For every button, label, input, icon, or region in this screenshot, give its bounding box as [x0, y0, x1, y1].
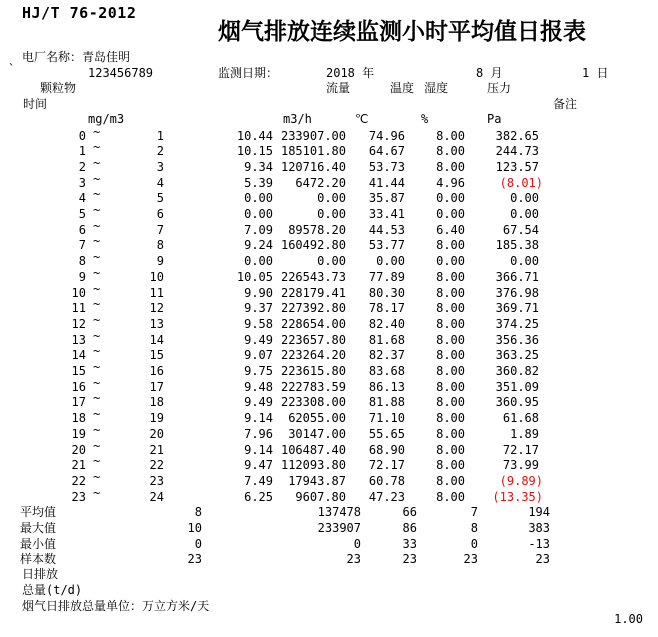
hour-range-tilde: ~	[93, 234, 101, 249]
cell-pressure: 123.57	[495, 159, 539, 174]
cell-pm: 9.49	[244, 395, 273, 410]
summary-row	[0, 538, 658, 554]
hour-range-tilde: ~	[93, 328, 101, 343]
cell-hour-to: 19	[149, 411, 164, 426]
cell-pressure: (13.35)	[492, 489, 543, 504]
summary-cell-temperature: 33	[402, 536, 417, 551]
monitor-date-month: 8 月	[476, 66, 503, 80]
cell-flow: 223657.80	[280, 332, 346, 347]
cell-flow: 227392.80	[280, 301, 346, 316]
cell-pm: 9.75	[244, 364, 273, 378]
plant-code-value: 123456789	[88, 66, 154, 80]
cell-hour-from: 3	[78, 175, 86, 190]
cell-hour-from: 6	[78, 222, 86, 237]
emission-unit-note: 烟气日排放总量单位：万立方米/天	[22, 599, 210, 613]
cell-flow: 89578.20	[288, 222, 346, 237]
cell-temperature: 81.88	[368, 395, 405, 410]
cell-hour-from: 23	[71, 489, 86, 504]
cell-humidity: 8.00	[436, 159, 465, 174]
cell-hour-to: 11	[149, 285, 164, 300]
cell-pm: 9.37	[244, 301, 273, 316]
cell-pressure: 369.71	[495, 301, 539, 316]
summary-row-label: 最小值	[20, 536, 57, 551]
cell-pm: 10.05	[236, 269, 273, 284]
cell-flow: 0.00	[317, 254, 346, 269]
cell-flow: 120716.40	[280, 159, 346, 174]
cell-humidity: 8.00	[436, 238, 465, 253]
cell-flow: 6472.20	[295, 175, 346, 190]
cell-humidity: 8.00	[436, 364, 465, 378]
cell-pm: 9.49	[244, 332, 273, 347]
cell-flow: 223308.00	[280, 395, 346, 410]
cell-pressure: 0.00	[510, 207, 539, 221]
hour-range-tilde: ~	[93, 297, 101, 312]
plant-name-value: 青岛佳明	[82, 50, 131, 64]
summary-cell-pressure: 23	[535, 552, 550, 567]
summary-cell-pm: 23	[187, 552, 202, 567]
cell-temperature: 68.90	[368, 442, 405, 457]
cell-temperature: 86.13	[368, 379, 405, 394]
cell-hour-from: 17	[71, 395, 86, 410]
cell-temperature: 78.17	[368, 301, 405, 316]
summary-cell-flow: 137478	[317, 505, 361, 520]
hour-range-tilde: ~	[93, 250, 101, 265]
hour-range-tilde: ~	[93, 265, 101, 280]
cell-pm: 9.47	[244, 458, 273, 473]
cell-hour-to: 24	[149, 489, 164, 504]
plant-name-label: 电厂名称：	[22, 50, 83, 64]
hour-range-tilde: ~	[93, 407, 101, 422]
cell-hour-from: 11	[71, 301, 86, 316]
cell-hour-from: 22	[71, 473, 86, 488]
cell-flow: 228179.41	[280, 285, 346, 300]
cell-hour-from: 0	[78, 128, 86, 143]
cell-temperature: 53.73	[368, 159, 405, 174]
unit-label-temperature: ℃	[355, 112, 369, 126]
summary-cell-flow: 0	[353, 536, 361, 551]
unit-label-pressure: Pa	[487, 112, 502, 126]
cell-flow: 222783.59	[280, 379, 346, 394]
cell-pm: 0.00	[244, 254, 273, 269]
cell-flow: 112093.80	[280, 458, 346, 473]
cell-humidity: 8.00	[436, 395, 465, 410]
cell-hour-from: 20	[71, 442, 86, 457]
unit-label-pm: mg/m3	[88, 112, 125, 126]
cell-flow: 223264.20	[280, 348, 346, 363]
hour-range-tilde: ~	[93, 312, 101, 327]
cell-humidity: 8.00	[436, 473, 465, 488]
column-header-pressure: 压力	[487, 81, 512, 95]
summary-cell-pressure: 194	[528, 505, 550, 520]
cell-pressure: 73.99	[502, 458, 539, 473]
column-header-flow: 流量	[326, 81, 351, 95]
cell-pressure: 244.73	[495, 144, 539, 159]
cell-hour-from: 7	[78, 238, 86, 253]
cell-temperature: 35.87	[368, 191, 405, 206]
cell-hour-to: 17	[149, 379, 164, 394]
summary-cell-flow: 233907	[317, 521, 361, 535]
cell-temperature: 82.40	[368, 316, 405, 331]
cell-hour-from: 1	[78, 144, 86, 159]
unit-label-flow: m3/h	[283, 112, 312, 126]
monitor-date-year: 2018 年	[326, 66, 375, 80]
column-header-pm: 颗粒物	[40, 81, 77, 95]
column-header-note: 备注	[553, 97, 578, 111]
cell-pressure: 0.00	[510, 254, 539, 269]
doc-code: HJ/T 76-2012	[22, 4, 137, 22]
cell-pressure: 185.38	[495, 238, 539, 253]
hour-range-tilde: ~	[93, 155, 101, 170]
cell-temperature: 81.68	[368, 332, 405, 347]
cell-hour-to: 13	[149, 316, 164, 331]
cell-hour-to: 15	[149, 348, 164, 363]
cell-hour-to: 8	[156, 238, 164, 253]
cell-temperature: 71.10	[368, 411, 405, 426]
summary-cell-pressure: -13	[528, 536, 550, 551]
summary-cell-temperature: 66	[402, 505, 417, 520]
cell-temperature: 74.96	[368, 128, 405, 143]
cell-pressure: (9.89)	[499, 473, 543, 488]
cell-hour-to: 23	[149, 473, 164, 488]
hour-range-tilde: ~	[93, 422, 101, 437]
cell-temperature: 0.00	[376, 254, 405, 269]
unit-label-humidity: %	[421, 112, 429, 126]
cell-hour-to: 12	[149, 301, 164, 316]
cell-humidity: 8.00	[436, 379, 465, 394]
cell-flow: 185101.80	[280, 144, 346, 159]
cell-humidity: 8.00	[436, 489, 465, 504]
cell-hour-from: 21	[71, 458, 86, 473]
cell-temperature: 41.44	[368, 175, 405, 190]
cell-hour-to: 7	[156, 222, 164, 237]
cell-pm: 10.44	[236, 128, 273, 143]
cell-flow: 17943.87	[288, 473, 346, 488]
cell-humidity: 8.00	[436, 411, 465, 426]
cell-pressure: 363.25	[495, 348, 539, 363]
summary-row	[0, 553, 658, 569]
cell-pm: 7.49	[244, 473, 273, 488]
cell-hour-to: 5	[156, 191, 164, 206]
table-row	[0, 485, 658, 507]
cell-pm: 5.39	[244, 175, 273, 190]
cell-pressure: 376.98	[495, 285, 539, 300]
cell-pm: 0.00	[244, 191, 273, 206]
cell-hour-to: 21	[149, 442, 164, 457]
cell-pressure: 382.65	[495, 128, 539, 143]
summary-cell-pm: 10	[187, 521, 202, 535]
cell-pressure: 360.95	[495, 395, 539, 410]
cell-hour-from: 19	[71, 426, 86, 441]
summary-row-label: 平均值	[20, 505, 57, 520]
hour-range-tilde: ~	[93, 485, 101, 500]
hour-range-tilde: ~	[93, 391, 101, 406]
summary-cell-humidity: 23	[463, 552, 478, 567]
cell-temperature: 80.30	[368, 285, 405, 300]
hour-range-tilde: ~	[93, 469, 101, 484]
cell-temperature: 53.77	[368, 238, 405, 253]
cell-pm: 9.58	[244, 316, 273, 331]
cell-flow: 233907.00	[280, 128, 346, 143]
cell-pm: 0.00	[244, 207, 273, 221]
cell-pm: 9.34	[244, 159, 273, 174]
summary-cell-pressure: 383	[528, 521, 550, 535]
cell-pm: 9.90	[244, 285, 273, 300]
cell-humidity: 8.00	[436, 144, 465, 159]
total-td-label: 总量(t/d)	[22, 583, 83, 597]
cell-humidity: 8.00	[436, 269, 465, 284]
cell-pm: 7.96	[244, 426, 273, 441]
cell-hour-from: 12	[71, 316, 86, 331]
cell-hour-to: 4	[156, 175, 164, 190]
cell-pressure: 61.68	[502, 411, 539, 426]
cell-humidity: 6.40	[436, 222, 465, 237]
hour-range-tilde: ~	[93, 218, 101, 233]
summary-cell-humidity: 7	[470, 505, 478, 520]
column-header-humidity: 湿度	[424, 81, 449, 95]
summary-cell-temperature: 86	[402, 521, 417, 535]
cell-humidity: 0.00	[436, 254, 465, 269]
cell-temperature: 44.53	[368, 222, 405, 237]
cell-pressure: 67.54	[502, 222, 539, 237]
cell-pm: 9.14	[244, 411, 273, 426]
cell-pm: 10.15	[236, 144, 273, 159]
cell-pm: 9.14	[244, 442, 273, 457]
cell-flow: 9607.80	[295, 489, 346, 504]
cell-flow: 30147.00	[288, 426, 346, 441]
cell-temperature: 60.78	[368, 473, 405, 488]
cell-hour-from: 8	[78, 254, 86, 269]
summary-cell-humidity: 0	[470, 536, 478, 551]
summary-row-label: 样本数	[20, 552, 57, 567]
cell-flow: 62055.00	[288, 411, 346, 426]
cell-flow: 160492.80	[280, 238, 346, 253]
summary-row	[0, 506, 658, 522]
summary-cell-flow: 23	[346, 552, 361, 567]
cell-hour-from: 15	[71, 364, 86, 378]
cell-hour-to: 20	[149, 426, 164, 441]
cell-hour-from: 14	[71, 348, 86, 363]
cell-temperature: 33.41	[368, 207, 405, 221]
cell-flow: 223615.80	[280, 364, 346, 378]
summary-cell-pm: 0	[194, 536, 202, 551]
cell-hour-from: 16	[71, 379, 86, 394]
cell-pm: 9.48	[244, 379, 273, 394]
cell-hour-to: 18	[149, 395, 164, 410]
cell-humidity: 4.96	[436, 175, 465, 190]
hour-range-tilde: ~	[93, 171, 101, 186]
cell-pressure: 351.09	[495, 379, 539, 394]
cell-hour-to: 16	[149, 364, 164, 378]
cell-hour-to: 9	[156, 254, 164, 269]
cell-hour-from: 5	[78, 207, 86, 221]
summary-cell-temperature: 23	[402, 552, 417, 567]
cell-humidity: 8.00	[436, 458, 465, 473]
cell-hour-from: 18	[71, 411, 86, 426]
cell-hour-to: 22	[149, 458, 164, 473]
stray-tick-mark: `	[8, 62, 16, 76]
cell-hour-from: 2	[78, 159, 86, 174]
cell-humidity: 8.00	[436, 128, 465, 143]
summary-row-label: 最大值	[20, 521, 57, 535]
cell-pm: 9.07	[244, 348, 273, 363]
daily-emission-label: 日排放	[22, 567, 59, 581]
cell-temperature: 47.23	[368, 489, 405, 504]
monitor-date-label: 监测日期：	[218, 66, 279, 80]
cell-pressure: 360.82	[495, 364, 539, 378]
cell-humidity: 8.00	[436, 348, 465, 363]
summary-cell-pm: 8	[194, 505, 202, 520]
cell-pm: 9.24	[244, 238, 273, 253]
cell-temperature: 77.89	[368, 269, 405, 284]
cell-temperature: 72.17	[368, 458, 405, 473]
cell-pm: 6.25	[244, 489, 273, 504]
cell-flow: 0.00	[317, 191, 346, 206]
cell-hour-to: 14	[149, 332, 164, 347]
cell-pressure: 366.71	[495, 269, 539, 284]
column-header-temperature: 温度	[390, 81, 415, 95]
cell-pressure: 1.89	[510, 426, 539, 441]
cell-humidity: 0.00	[436, 191, 465, 206]
cell-humidity: 8.00	[436, 426, 465, 441]
cell-hour-to: 2	[156, 144, 164, 159]
cell-flow: 226543.73	[280, 269, 346, 284]
hour-range-tilde: ~	[93, 438, 101, 453]
summary-row	[0, 522, 658, 538]
cell-hour-from: 9	[78, 269, 86, 284]
cell-humidity: 8.00	[436, 285, 465, 300]
hour-range-tilde: ~	[93, 454, 101, 469]
hour-range-tilde: ~	[93, 140, 101, 155]
cell-humidity: 8.00	[436, 442, 465, 457]
cell-hour-to: 1	[156, 128, 164, 143]
hour-range-tilde: ~	[93, 375, 101, 390]
cell-flow: 228654.00	[280, 316, 346, 331]
cell-pressure: (8.01)	[499, 175, 543, 190]
hour-range-tilde: ~	[93, 124, 101, 139]
page-number: 1.00	[614, 612, 643, 626]
monitor-date-day: 1 日	[582, 66, 609, 80]
page-title: 烟气排放连续监测小时平均值日报表	[218, 19, 586, 45]
hour-range-tilde: ~	[93, 344, 101, 359]
summary-cell-humidity: 8	[470, 521, 478, 535]
cell-temperature: 55.65	[368, 426, 405, 441]
cell-hour-to: 3	[156, 159, 164, 174]
cell-temperature: 83.68	[368, 364, 405, 378]
cell-pm: 7.09	[244, 222, 273, 237]
cell-hour-from: 13	[71, 332, 86, 347]
cell-pressure: 0.00	[510, 191, 539, 206]
cell-temperature: 82.37	[368, 348, 405, 363]
hour-range-tilde: ~	[93, 187, 101, 202]
cell-hour-from: 4	[78, 191, 86, 206]
hour-range-tilde: ~	[93, 203, 101, 217]
column-header-time: 时间	[23, 97, 48, 111]
cell-flow: 106487.40	[280, 442, 346, 457]
cell-hour-from: 10	[71, 285, 86, 300]
cell-temperature: 64.67	[368, 144, 405, 159]
cell-pressure: 72.17	[502, 442, 539, 457]
cell-humidity: 8.00	[436, 301, 465, 316]
cell-flow: 0.00	[317, 207, 346, 221]
cell-pressure: 374.25	[495, 316, 539, 331]
cell-humidity: 8.00	[436, 316, 465, 331]
cell-pressure: 356.36	[495, 332, 539, 347]
cell-hour-to: 6	[156, 207, 164, 221]
hour-range-tilde: ~	[93, 360, 101, 374]
cell-humidity: 0.00	[436, 207, 465, 221]
cell-hour-to: 10	[149, 269, 164, 284]
cell-humidity: 8.00	[436, 332, 465, 347]
hour-range-tilde: ~	[93, 281, 101, 296]
